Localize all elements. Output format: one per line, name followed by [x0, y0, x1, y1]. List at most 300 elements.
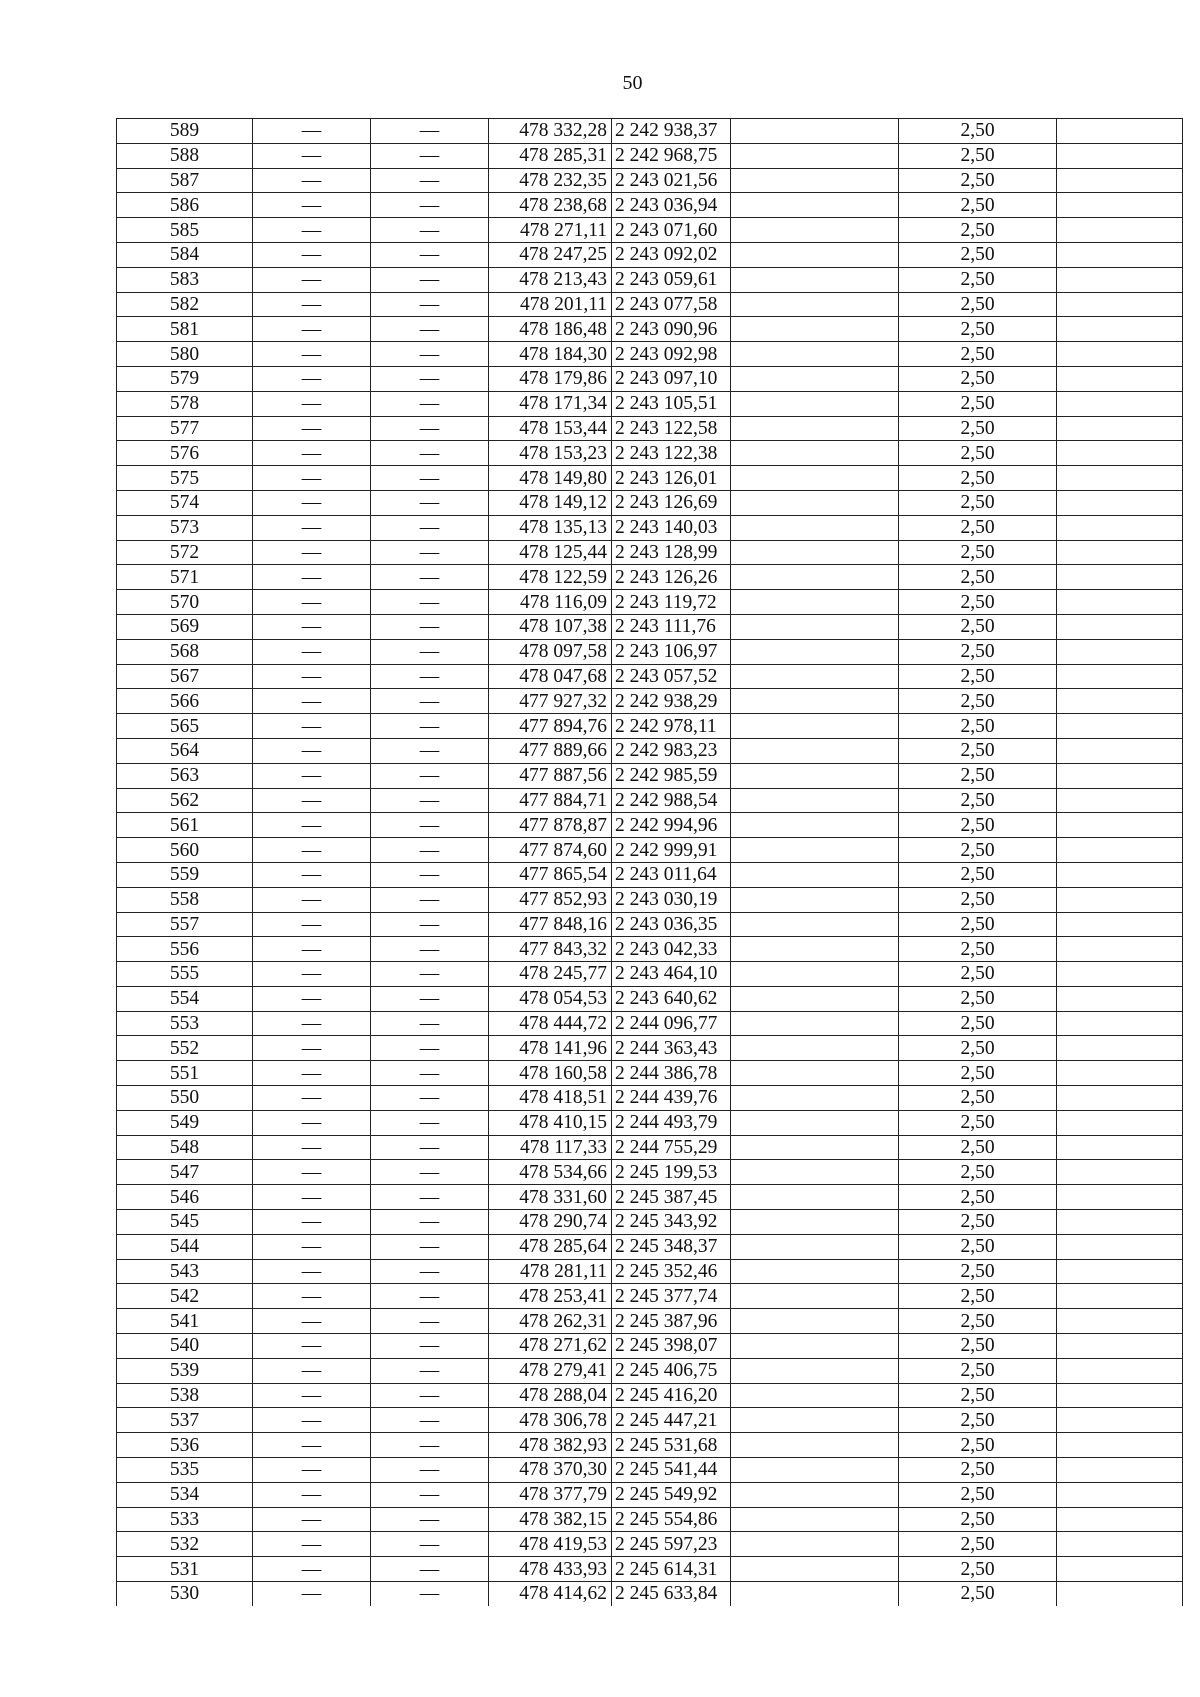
point-number-cell: 567 [117, 664, 253, 689]
empty-cell [1057, 937, 1183, 962]
value-cell: 2,50 [899, 242, 1057, 267]
dash-cell: — [371, 515, 489, 540]
point-number-cell: 574 [117, 490, 253, 515]
dash-cell: — [371, 267, 489, 292]
y-coordinate-cell: 2 242 988,54 [612, 788, 731, 813]
table-row [117, 590, 1183, 615]
value-cell: 2,50 [899, 1309, 1057, 1334]
dash-cell: — [371, 962, 489, 987]
dash-cell: — [253, 540, 371, 565]
dash-cell: — [253, 168, 371, 193]
empty-cell [731, 342, 899, 367]
y-coordinate-cell: 2 245 352,46 [612, 1259, 731, 1284]
value-cell: 2,50 [899, 1532, 1057, 1557]
dash-cell: — [371, 813, 489, 838]
dash-cell: — [253, 1160, 371, 1185]
y-coordinate-cell: 2 245 554,86 [612, 1507, 731, 1532]
point-number-cell: 544 [117, 1234, 253, 1259]
table-row [117, 1011, 1183, 1036]
x-coordinate-cell: 478 290,74 [489, 1210, 612, 1235]
point-number-cell: 555 [117, 962, 253, 987]
y-coordinate-cell: 2 243 140,03 [612, 515, 731, 540]
dash-cell: — [371, 540, 489, 565]
x-coordinate-cell: 477 865,54 [489, 862, 612, 887]
empty-cell [1057, 1309, 1183, 1334]
value-cell: 2,50 [899, 441, 1057, 466]
empty-cell [1057, 1507, 1183, 1532]
x-coordinate-cell: 478 534,66 [489, 1160, 612, 1185]
empty-cell [731, 738, 899, 763]
empty-cell [731, 614, 899, 639]
empty-cell [731, 1210, 899, 1235]
value-cell: 2,50 [899, 862, 1057, 887]
y-coordinate-cell: 2 245 549,92 [612, 1482, 731, 1507]
dash-cell: — [253, 1210, 371, 1235]
x-coordinate-cell: 478 271,11 [489, 218, 612, 243]
table-row [117, 1507, 1183, 1532]
x-coordinate-cell: 478 184,30 [489, 342, 612, 367]
empty-cell [1057, 590, 1183, 615]
y-coordinate-cell: 2 242 994,96 [612, 813, 731, 838]
dash-cell: — [371, 1408, 489, 1433]
dash-cell: — [371, 193, 489, 218]
y-coordinate-cell: 2 245 199,53 [612, 1160, 731, 1185]
table-row [117, 1234, 1183, 1259]
dash-cell: — [253, 738, 371, 763]
y-coordinate-cell: 2 243 042,33 [612, 937, 731, 962]
y-coordinate-cell: 2 242 978,11 [612, 714, 731, 739]
empty-cell [1057, 1383, 1183, 1408]
empty-cell [1057, 1061, 1183, 1086]
y-coordinate-cell: 2 243 106,97 [612, 639, 731, 664]
table-row [117, 1433, 1183, 1458]
empty-cell [1057, 1185, 1183, 1210]
y-coordinate-cell: 2 243 090,96 [612, 317, 731, 342]
table-row [117, 962, 1183, 987]
dash-cell: — [253, 862, 371, 887]
dash-cell: — [371, 1036, 489, 1061]
y-coordinate-cell: 2 245 633,84 [612, 1582, 731, 1606]
dash-cell: — [253, 1458, 371, 1483]
y-coordinate-cell: 2 242 938,37 [612, 119, 731, 144]
table-row [117, 515, 1183, 540]
empty-cell [731, 1582, 899, 1606]
table-row [117, 193, 1183, 218]
empty-cell [731, 1408, 899, 1433]
y-coordinate-cell: 2 245 387,96 [612, 1309, 731, 1334]
empty-cell [731, 441, 899, 466]
table-row [117, 317, 1183, 342]
table-row [117, 242, 1183, 267]
point-number-cell: 540 [117, 1334, 253, 1359]
dash-cell: — [253, 937, 371, 962]
y-coordinate-cell: 2 242 938,29 [612, 689, 731, 714]
dash-cell: — [253, 267, 371, 292]
value-cell: 2,50 [899, 1582, 1057, 1606]
table-row [117, 1110, 1183, 1135]
y-coordinate-cell: 2 245 398,07 [612, 1334, 731, 1359]
x-coordinate-cell: 478 149,80 [489, 466, 612, 491]
table-row [117, 565, 1183, 590]
empty-cell [1057, 1160, 1183, 1185]
empty-cell [1057, 366, 1183, 391]
empty-cell [731, 119, 899, 144]
x-coordinate-cell: 478 271,62 [489, 1334, 612, 1359]
point-number-cell: 588 [117, 143, 253, 168]
table-row [117, 714, 1183, 739]
point-number-cell: 560 [117, 838, 253, 863]
empty-cell [731, 1507, 899, 1532]
value-cell: 2,50 [899, 490, 1057, 515]
y-coordinate-cell: 2 243 640,62 [612, 986, 731, 1011]
point-number-cell: 589 [117, 119, 253, 144]
empty-cell [1057, 1482, 1183, 1507]
point-number-cell: 583 [117, 267, 253, 292]
x-coordinate-cell: 478 160,58 [489, 1061, 612, 1086]
dash-cell: — [371, 1309, 489, 1334]
x-coordinate-cell: 478 306,78 [489, 1408, 612, 1433]
value-cell: 2,50 [899, 912, 1057, 937]
x-coordinate-cell: 478 370,30 [489, 1458, 612, 1483]
point-number-cell: 585 [117, 218, 253, 243]
empty-cell [1057, 912, 1183, 937]
empty-cell [1057, 292, 1183, 317]
point-number-cell: 539 [117, 1358, 253, 1383]
dash-cell: — [253, 1061, 371, 1086]
y-coordinate-cell: 2 244 439,76 [612, 1086, 731, 1111]
empty-cell [1057, 1036, 1183, 1061]
dash-cell: — [253, 1358, 371, 1383]
value-cell: 2,50 [899, 986, 1057, 1011]
value-cell: 2,50 [899, 218, 1057, 243]
dash-cell: — [371, 1458, 489, 1483]
y-coordinate-cell: 2 243 036,94 [612, 193, 731, 218]
y-coordinate-cell: 2 245 614,31 [612, 1557, 731, 1582]
value-cell: 2,50 [899, 1160, 1057, 1185]
x-coordinate-cell: 478 135,13 [489, 515, 612, 540]
empty-cell [1057, 1582, 1183, 1606]
x-coordinate-cell: 478 232,35 [489, 168, 612, 193]
dash-cell: — [371, 763, 489, 788]
empty-cell [1057, 242, 1183, 267]
x-coordinate-cell: 478 377,79 [489, 1482, 612, 1507]
table-row [117, 912, 1183, 937]
x-coordinate-cell: 478 245,77 [489, 962, 612, 987]
point-number-cell: 530 [117, 1582, 253, 1606]
value-cell: 2,50 [899, 1408, 1057, 1433]
empty-cell [731, 763, 899, 788]
empty-cell [731, 466, 899, 491]
point-number-cell: 581 [117, 317, 253, 342]
dash-cell: — [253, 639, 371, 664]
empty-cell [1057, 1433, 1183, 1458]
table-row [117, 738, 1183, 763]
y-coordinate-cell: 2 243 122,58 [612, 416, 731, 441]
dash-cell: — [253, 1557, 371, 1582]
empty-cell [731, 1259, 899, 1284]
dash-cell: — [253, 986, 371, 1011]
dash-cell: — [253, 614, 371, 639]
dash-cell: — [371, 242, 489, 267]
point-number-cell: 569 [117, 614, 253, 639]
table-row [117, 1383, 1183, 1408]
dash-cell: — [253, 416, 371, 441]
empty-cell [731, 689, 899, 714]
dash-cell: — [253, 466, 371, 491]
y-coordinate-cell: 2 245 447,21 [612, 1408, 731, 1433]
value-cell: 2,50 [899, 565, 1057, 590]
dash-cell: — [371, 912, 489, 937]
value-cell: 2,50 [899, 267, 1057, 292]
x-coordinate-cell: 478 141,96 [489, 1036, 612, 1061]
table-row [117, 763, 1183, 788]
dash-cell: — [371, 1507, 489, 1532]
dash-cell: — [371, 119, 489, 144]
dash-cell: — [371, 565, 489, 590]
empty-cell [1057, 317, 1183, 342]
empty-cell [1057, 1358, 1183, 1383]
empty-cell [731, 639, 899, 664]
y-coordinate-cell: 2 245 541,44 [612, 1458, 731, 1483]
empty-cell [1057, 788, 1183, 813]
empty-cell [1057, 962, 1183, 987]
dash-cell: — [253, 193, 371, 218]
table-row [117, 614, 1183, 639]
dash-cell: — [371, 1582, 489, 1606]
x-coordinate-cell: 478 213,43 [489, 267, 612, 292]
y-coordinate-cell: 2 242 985,59 [612, 763, 731, 788]
point-number-cell: 577 [117, 416, 253, 441]
y-coordinate-cell: 2 243 057,52 [612, 664, 731, 689]
point-number-cell: 566 [117, 689, 253, 714]
dash-cell: — [253, 763, 371, 788]
dash-cell: — [253, 242, 371, 267]
empty-cell [731, 714, 899, 739]
table-row [117, 1259, 1183, 1284]
x-coordinate-cell: 478 444,72 [489, 1011, 612, 1036]
y-coordinate-cell: 2 243 122,38 [612, 441, 731, 466]
point-number-cell: 548 [117, 1135, 253, 1160]
dash-cell: — [371, 887, 489, 912]
dash-cell: — [371, 788, 489, 813]
table-row [117, 466, 1183, 491]
empty-cell [731, 416, 899, 441]
x-coordinate-cell: 477 852,93 [489, 887, 612, 912]
value-cell: 2,50 [899, 342, 1057, 367]
dash-cell: — [371, 689, 489, 714]
empty-cell [731, 1110, 899, 1135]
empty-cell [731, 912, 899, 937]
value-cell: 2,50 [899, 292, 1057, 317]
x-coordinate-cell: 478 171,34 [489, 391, 612, 416]
coordinates-table-body [117, 119, 1183, 1606]
empty-cell [731, 193, 899, 218]
y-coordinate-cell: 2 245 597,23 [612, 1532, 731, 1557]
x-coordinate-cell: 477 874,60 [489, 838, 612, 863]
empty-cell [731, 590, 899, 615]
dash-cell: — [371, 1284, 489, 1309]
empty-cell [1057, 838, 1183, 863]
table-row [117, 1408, 1183, 1433]
empty-cell [731, 1086, 899, 1111]
dash-cell: — [371, 937, 489, 962]
value-cell: 2,50 [899, 1110, 1057, 1135]
y-coordinate-cell: 2 244 363,43 [612, 1036, 731, 1061]
empty-cell [1057, 1011, 1183, 1036]
point-number-cell: 558 [117, 887, 253, 912]
x-coordinate-cell: 478 116,09 [489, 590, 612, 615]
x-coordinate-cell: 478 117,33 [489, 1135, 612, 1160]
y-coordinate-cell: 2 243 464,10 [612, 962, 731, 987]
y-coordinate-cell: 2 243 011,64 [612, 862, 731, 887]
dash-cell: — [253, 1036, 371, 1061]
y-coordinate-cell: 2 244 755,29 [612, 1135, 731, 1160]
empty-cell [1057, 391, 1183, 416]
x-coordinate-cell: 477 887,56 [489, 763, 612, 788]
dash-cell: — [253, 912, 371, 937]
dash-cell: — [371, 1557, 489, 1582]
dash-cell: — [371, 1334, 489, 1359]
value-cell: 2,50 [899, 119, 1057, 144]
table-row [117, 1458, 1183, 1483]
y-coordinate-cell: 2 245 531,68 [612, 1433, 731, 1458]
dash-cell: — [253, 664, 371, 689]
dash-cell: — [371, 317, 489, 342]
dash-cell: — [371, 143, 489, 168]
y-coordinate-cell: 2 245 377,74 [612, 1284, 731, 1309]
dash-cell: — [253, 391, 371, 416]
empty-cell [731, 887, 899, 912]
point-number-cell: 553 [117, 1011, 253, 1036]
table-row [117, 267, 1183, 292]
dash-cell: — [253, 590, 371, 615]
empty-cell [1057, 1408, 1183, 1433]
dash-cell: — [371, 466, 489, 491]
empty-cell [731, 1532, 899, 1557]
point-number-cell: 532 [117, 1532, 253, 1557]
point-number-cell: 546 [117, 1185, 253, 1210]
value-cell: 2,50 [899, 689, 1057, 714]
point-number-cell: 572 [117, 540, 253, 565]
value-cell: 2,50 [899, 1507, 1057, 1532]
value-cell: 2,50 [899, 962, 1057, 987]
value-cell: 2,50 [899, 1011, 1057, 1036]
x-coordinate-cell: 478 262,31 [489, 1309, 612, 1334]
empty-cell [1057, 168, 1183, 193]
empty-cell [1057, 1086, 1183, 1111]
y-coordinate-cell: 2 245 387,45 [612, 1185, 731, 1210]
dash-cell: — [253, 1309, 371, 1334]
dash-cell: — [371, 1086, 489, 1111]
empty-cell [1057, 639, 1183, 664]
y-coordinate-cell: 2 243 030,19 [612, 887, 731, 912]
value-cell: 2,50 [899, 1259, 1057, 1284]
point-number-cell: 535 [117, 1458, 253, 1483]
empty-cell [731, 1458, 899, 1483]
y-coordinate-cell: 2 243 021,56 [612, 168, 731, 193]
table-row [117, 1532, 1183, 1557]
dash-cell: — [371, 1061, 489, 1086]
table-row [117, 1284, 1183, 1309]
dash-cell: — [371, 441, 489, 466]
table-row [117, 1061, 1183, 1086]
value-cell: 2,50 [899, 416, 1057, 441]
table-row [117, 391, 1183, 416]
dash-cell: — [371, 639, 489, 664]
y-coordinate-cell: 2 245 343,92 [612, 1210, 731, 1235]
empty-cell [731, 242, 899, 267]
value-cell: 2,50 [899, 391, 1057, 416]
empty-cell [1057, 689, 1183, 714]
coordinates-table [116, 118, 1183, 1606]
y-coordinate-cell: 2 245 406,75 [612, 1358, 731, 1383]
dash-cell: — [371, 1482, 489, 1507]
x-coordinate-cell: 478 419,53 [489, 1532, 612, 1557]
x-coordinate-cell: 478 433,93 [489, 1557, 612, 1582]
point-number-cell: 552 [117, 1036, 253, 1061]
dash-cell: — [371, 838, 489, 863]
y-coordinate-cell: 2 243 036,35 [612, 912, 731, 937]
dash-cell: — [371, 1358, 489, 1383]
point-number-cell: 549 [117, 1110, 253, 1135]
dash-cell: — [253, 714, 371, 739]
dash-cell: — [253, 441, 371, 466]
value-cell: 2,50 [899, 788, 1057, 813]
point-number-cell: 547 [117, 1160, 253, 1185]
table-row [117, 937, 1183, 962]
empty-cell [1057, 1234, 1183, 1259]
y-coordinate-cell: 2 243 126,69 [612, 490, 731, 515]
dash-cell: — [371, 1259, 489, 1284]
table-row [117, 813, 1183, 838]
value-cell: 2,50 [899, 1433, 1057, 1458]
y-coordinate-cell: 2 242 999,91 [612, 838, 731, 863]
empty-cell [731, 1383, 899, 1408]
point-number-cell: 561 [117, 813, 253, 838]
empty-cell [731, 1358, 899, 1383]
empty-cell [1057, 1557, 1183, 1582]
empty-cell [1057, 1532, 1183, 1557]
x-coordinate-cell: 477 894,76 [489, 714, 612, 739]
empty-cell [1057, 1110, 1183, 1135]
dash-cell: — [253, 1284, 371, 1309]
empty-cell [1057, 193, 1183, 218]
empty-cell [1057, 342, 1183, 367]
dash-cell: — [371, 1532, 489, 1557]
value-cell: 2,50 [899, 1086, 1057, 1111]
value-cell: 2,50 [899, 1210, 1057, 1235]
table-row [117, 1358, 1183, 1383]
y-coordinate-cell: 2 242 968,75 [612, 143, 731, 168]
table-row [117, 1582, 1183, 1606]
y-coordinate-cell: 2 244 493,79 [612, 1110, 731, 1135]
y-coordinate-cell: 2 243 126,01 [612, 466, 731, 491]
value-cell: 2,50 [899, 813, 1057, 838]
point-number-cell: 578 [117, 391, 253, 416]
empty-cell [731, 218, 899, 243]
dash-cell: — [253, 1582, 371, 1606]
y-coordinate-cell: 2 243 128,99 [612, 540, 731, 565]
empty-cell [731, 1557, 899, 1582]
table-row [117, 1309, 1183, 1334]
table-row [117, 1135, 1183, 1160]
x-coordinate-cell: 478 331,60 [489, 1185, 612, 1210]
value-cell: 2,50 [899, 937, 1057, 962]
value-cell: 2,50 [899, 1482, 1057, 1507]
dash-cell: — [253, 1433, 371, 1458]
x-coordinate-cell: 477 889,66 [489, 738, 612, 763]
dash-cell: — [253, 1234, 371, 1259]
